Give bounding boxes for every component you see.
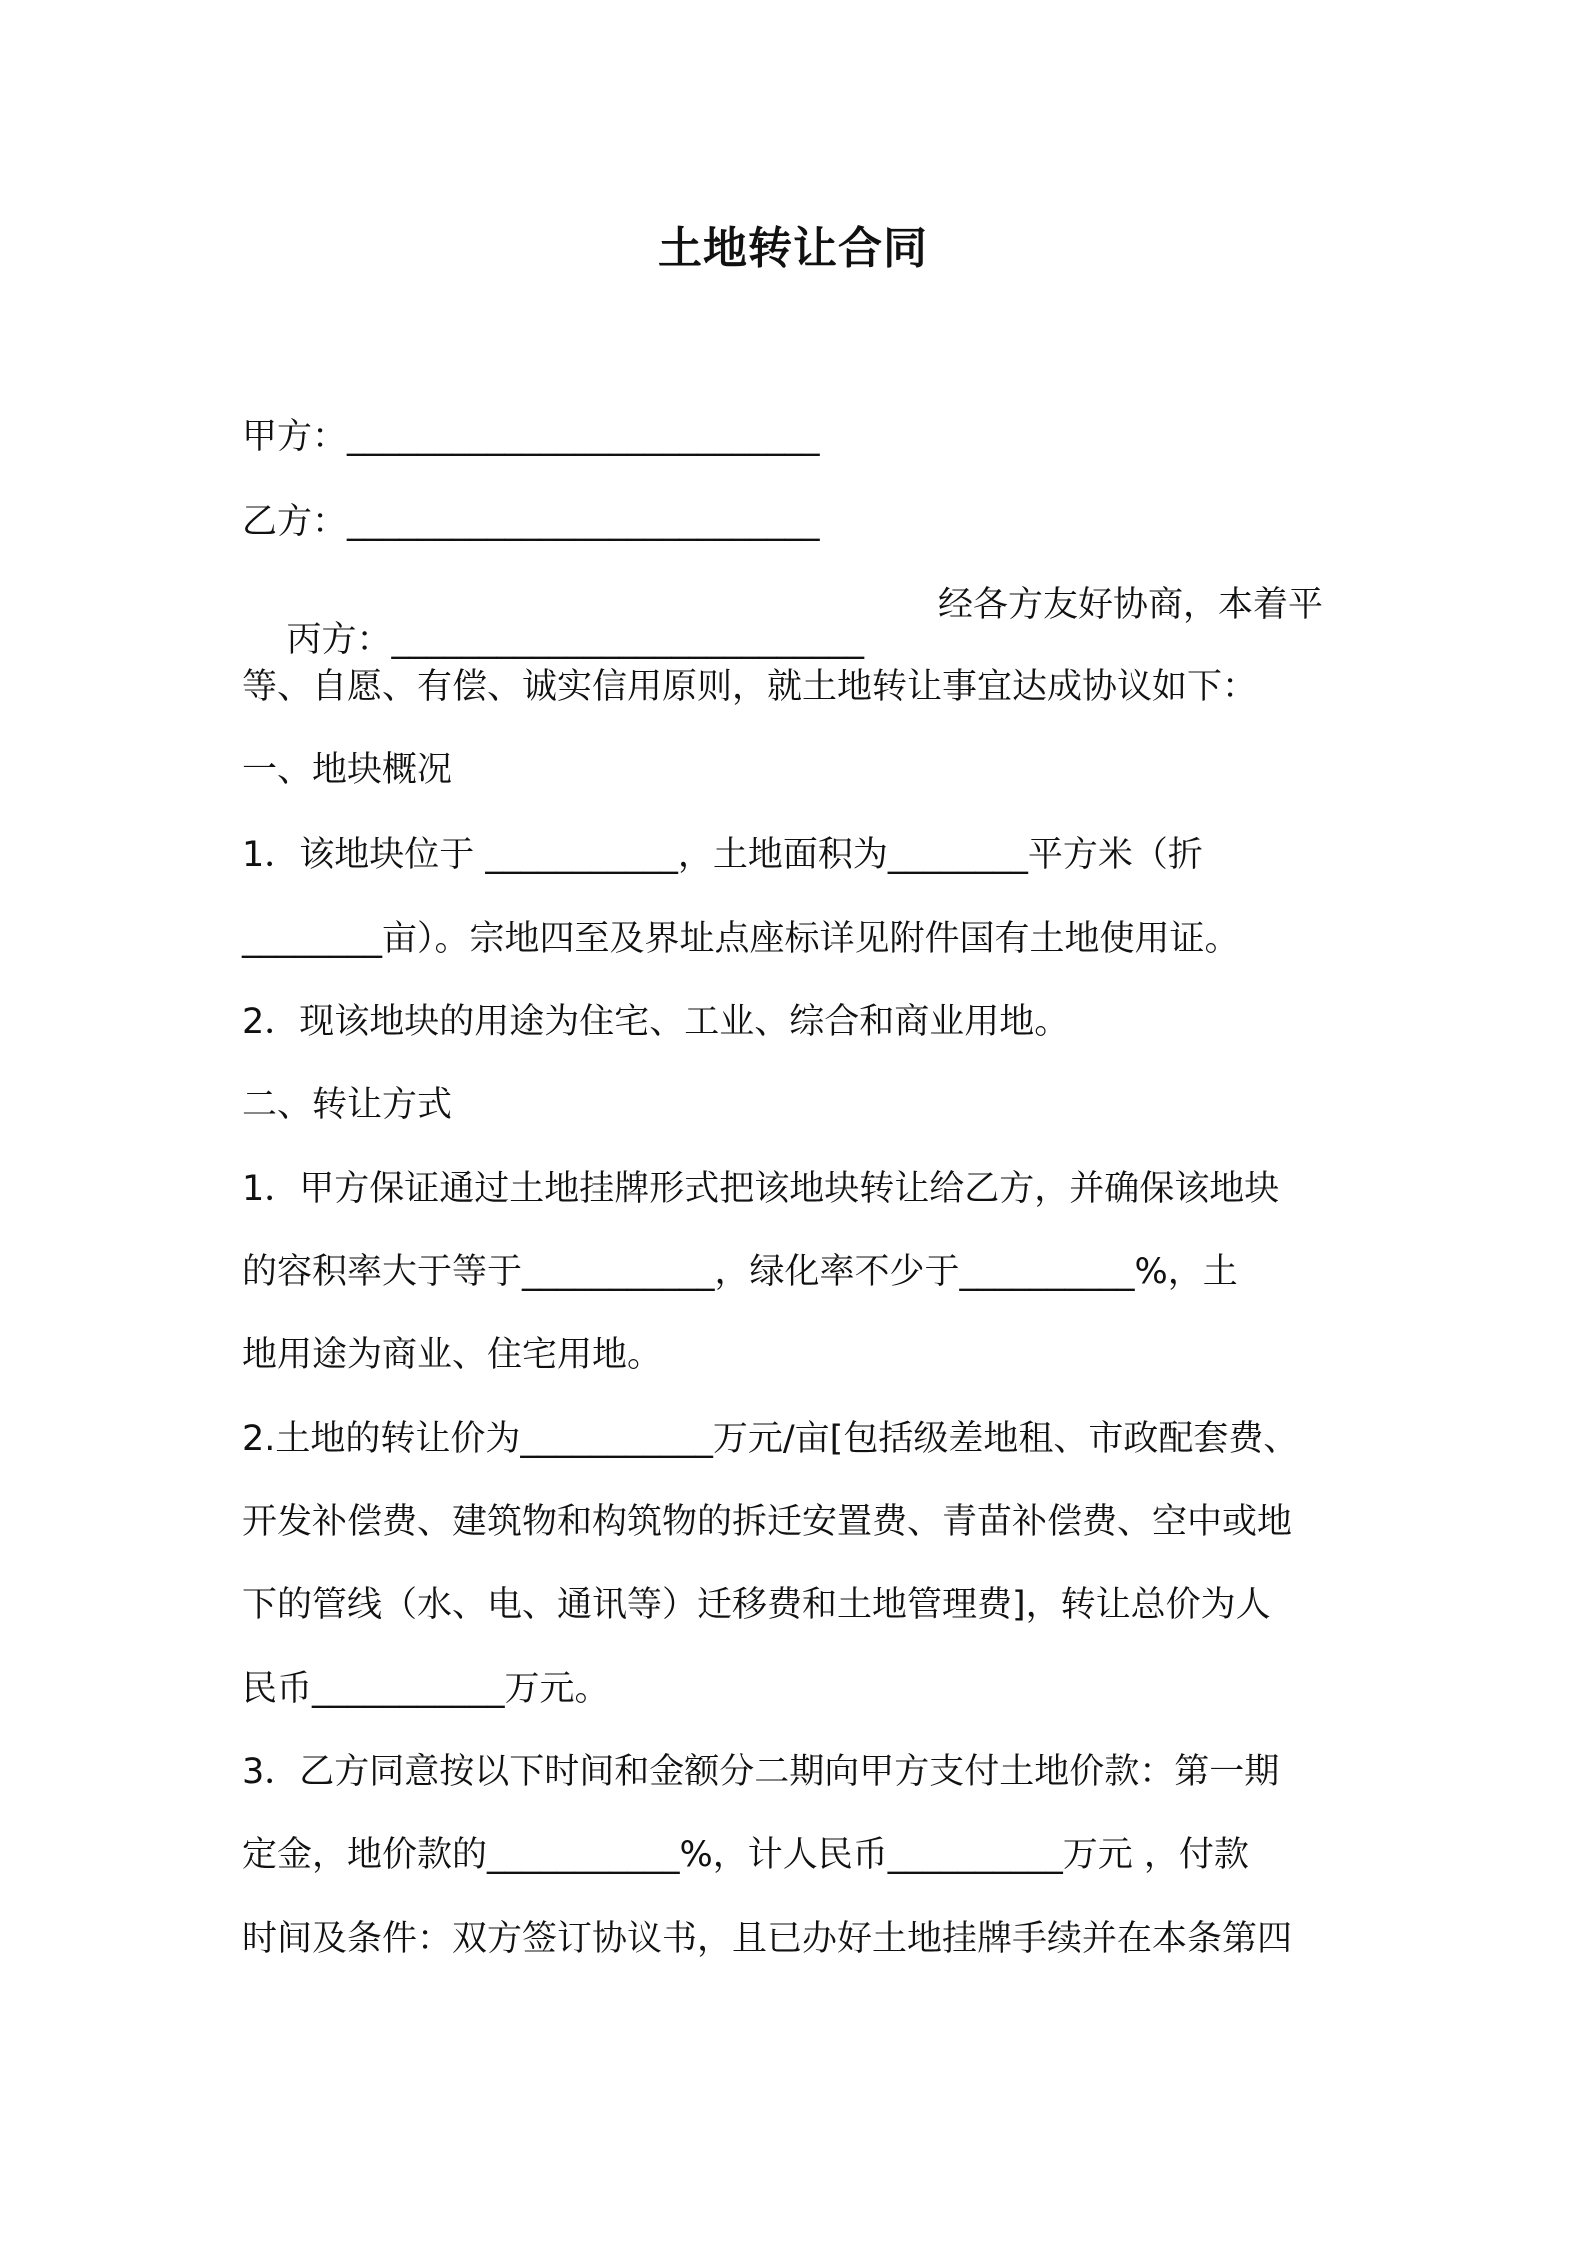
paragraph-line: 下的管线（水、电、通讯等）迁移费和土地管理费]，转让总价为人 [242,1585,1271,1625]
paragraph-line: 2.土地的转让价为___________万元/亩[包括级差地租、市政配套费、 [242,1419,1299,1459]
paragraph-line: 开发补偿费、建筑物和构筑物的拆迁安置费、青苗补偿费、空中或地 [242,1502,1293,1542]
document-title: 土地转让合同 [658,223,928,274]
section-heading-1: 一、地块概况 [242,750,453,790]
party-a-line: 甲方：___________________________ [242,417,820,457]
paragraph-line: 2．现该地块的用途为住宅、工业、综合和商业用地。 [242,1002,1070,1042]
party-c-blank: 丙方：___________________________ [286,620,865,660]
intro-text-start: 经各方友好协商，本着平 [938,585,1324,625]
paragraph-line: 1．甲方保证通过土地挂牌形式把该地块转让给乙方，并确保该地块 [242,1169,1280,1209]
paragraph-line: 民币___________万元。 [242,1669,610,1709]
paragraph-line: 3．乙方同意按以下时间和金额分二期向甲方支付土地价款：第一期 [242,1752,1280,1792]
paragraph-line: 定金，地价款的___________%，计人民币__________万元 ，付款 [242,1835,1249,1875]
intro-text-continued: 等、自愿、有偿、诚实信用原则，就土地转让事宜达成协议如下： [242,667,1258,707]
paragraph-line: 1．该地块位于 ___________，土地面积为________平方米（折 [242,835,1203,875]
section-heading-2: 二、转让方式 [242,1085,453,1125]
paragraph-line: ________亩）。宗地四至及界址点座标详见附件国有土地使用证。 [242,919,1240,959]
paragraph-line: 的容积率大于等于___________，绿化率不少于__________%，土 [242,1252,1238,1292]
party-b-line: 乙方：___________________________ [242,502,820,542]
paragraph-line: 地用途为商业、住宅用地。 [242,1335,663,1375]
paragraph-line: 时间及条件：双方签订协议书，且已办好土地挂牌手续并在本条第四 [242,1919,1293,1959]
